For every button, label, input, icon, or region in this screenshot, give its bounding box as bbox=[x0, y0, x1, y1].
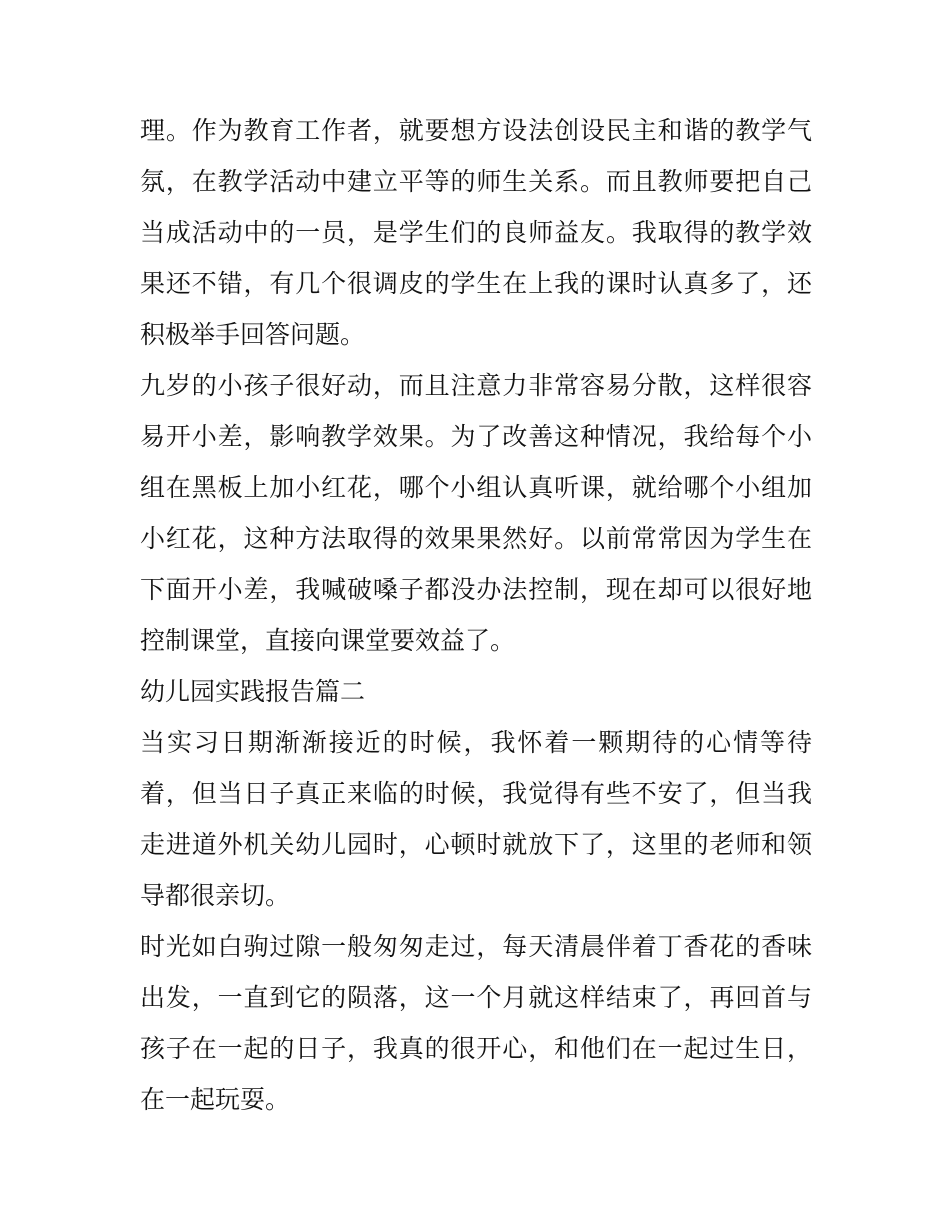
paragraph-3: 当实习日期渐渐接近的时候，我怀着一颗期待的心情等待着，但当日子真正来临的时候，我觉得有些不安了，但当我走进道外机关幼儿园时，心顿时就放下了，这里的老师和领导都很亲切。 bbox=[140, 728, 812, 910]
document-body bbox=[140, 105, 812, 1125]
section-heading: 幼儿园实践报告篇二 bbox=[140, 677, 366, 706]
paragraph-1: 理。作为教育工作者，就要想方设法创设民主和谐的教学气氛，在教学活动中建立平等的师生关系。而且教师要把自己当成活动中的一员，是学生们的良师益友。我取得的教学效果还不错，有几个很调皮的学生在上我的课时认真多了，还积极举手回答问题。 bbox=[140, 116, 812, 349]
paragraph-4: 时光如白驹过隙一般匆匆走过，每天清晨伴着丁香花的香味出发，一直到它的陨落，这一个月就这样结束了，再回首与孩子在一起的日子，我真的很开心，和他们在一起过生日，在一起玩耍。 bbox=[140, 932, 812, 1114]
paragraph-2: 九岁的小孩子很好动，而且注意力非常容易分散，这样很容易开小差，影响教学效果。为了改善这种情况，我给每个小组在黑板上加小红花，哪个小组认真听课，就给哪个小组加小红花，这种方法取得的效果果然好。以前常常因为学生在下面开小差，我喊破嗓子都没办法控制，现在却可以很好地控制课堂，直接向课堂要效益了。 bbox=[140, 371, 812, 655]
